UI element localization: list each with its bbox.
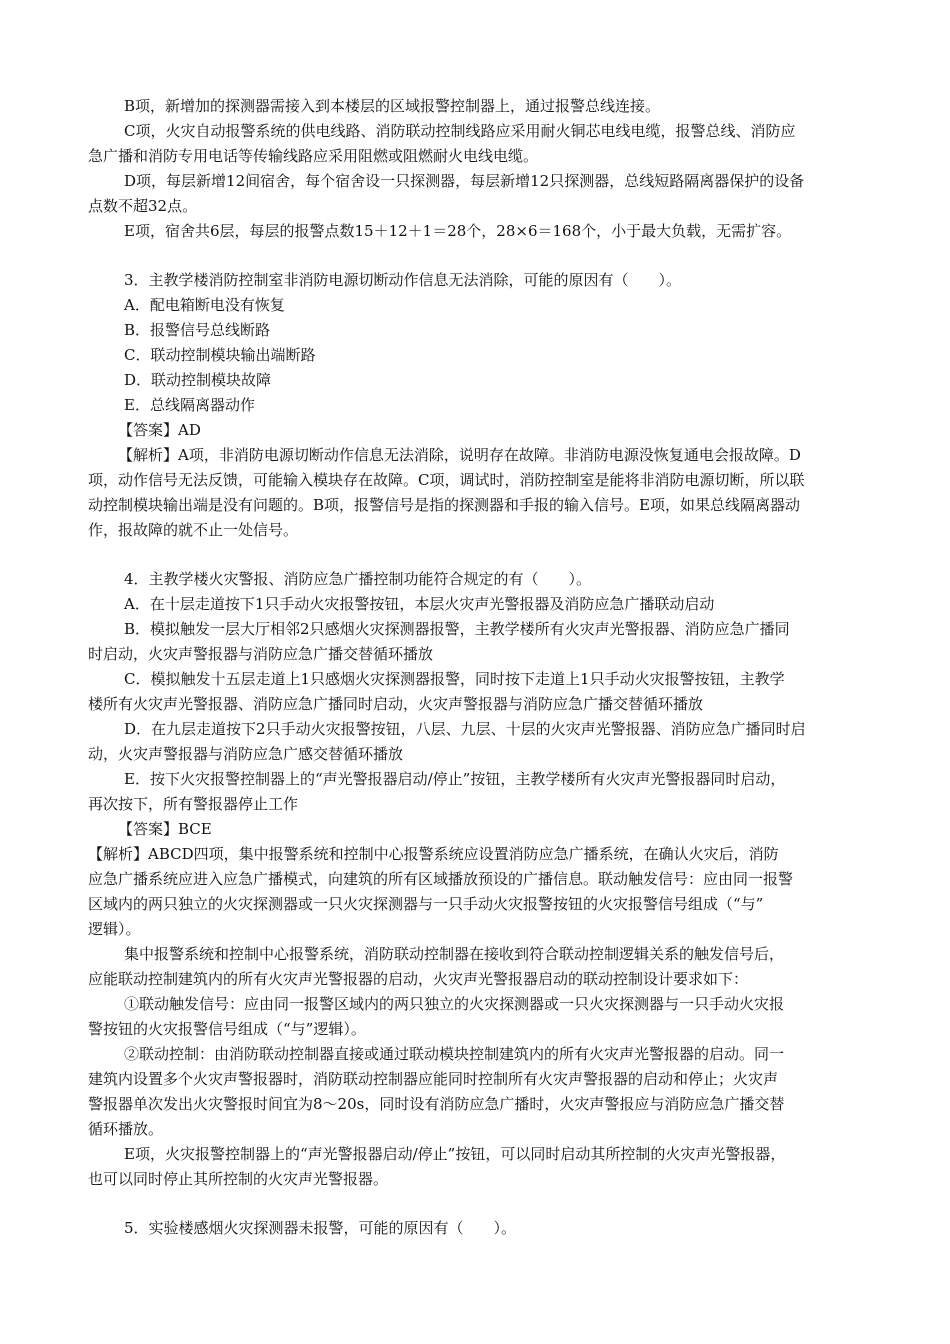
text-line: D．联动控制模块故障 [124,371,272,389]
paragraph-gap [88,543,864,567]
text-line: 动，火灾声警报器与消防应急广感交替循环播放 [88,745,404,763]
text-line: 逻辑）。 [88,920,141,938]
text-line: E．按下火灾报警控制器上的“声光警报器启动/停止”按钮，主教学楼所有火灾声光警报器同时启动， [124,770,786,788]
text-line: A．在十层走道按下1只手动火灾报警按钮，本层火灾声光警报器及消防应急广播联动启动 [124,595,715,613]
text-line: A．配电箱断电没有恢复 [124,296,285,314]
text-line: 作，报故障的就不止一处信号。 [88,521,299,539]
text-line: E项，火灾报警控制器上的“声光警报器启动/停止”按钮，可以同时启动其所控制的火灾声光警报器， [124,1145,786,1163]
text-line: B．模拟触发一层大厅相邻2只感烟火灾探测器报警，主教学楼所有火灾声光警报器、消防应急广播同 [124,620,790,638]
text-line: 应能联动控制建筑内的所有火灾声光警报器的启动，火灾声光警报器启动的联动控制设计要求如下： [88,970,749,988]
text-line: C．联动控制模块输出端断路 [124,346,316,364]
text-line: E项，宿舍共6层，每层的报警点数15＋12＋1＝28个，28×6＝168个，小于最大负载，无需扩容。 [124,222,792,240]
text-line: ②联动控制：由消防联动控制器直接或通过联动模块控制建筑内的所有火灾声光警报器的启动。同一 [124,1045,785,1063]
text-line: D项，每层新增12间宿舍，每个宿舍设一只探测器，每层新增12只探测器，总线短路隔离器保护的设备 [124,172,805,190]
text-line: B项，新增加的探测器需接入到本楼层的区域报警控制器上，通过报警总线连接。 [124,97,661,115]
paragraph-gap [88,244,864,268]
text-line: 3．主教学楼消防控制室非消防电源切断动作信息无法消除，可能的原因有（ ）。 [124,271,682,289]
text-line: 项，动作信号无法反馈，可能输入模块存在故障。C项，调试时，消防控制室是能将非消防电源切断，所以联 [88,471,805,489]
text-line: 急广播和消防专用电话等传输线路应采用阻燃或阻燃耐火电线电缆。 [88,147,539,165]
document-body [88,94,864,1241]
text-line: 【答案】BCE [118,820,212,838]
text-line: 4．主教学楼火灾警报、消防应急广播控制功能符合规定的有（ ）。 [124,570,592,588]
text-line: 警按钮的火灾报警信号组成（“与”逻辑）。 [88,1020,366,1038]
text-line: 时启动，火灾声警报器与消防应急广播交替循环播放 [88,645,434,663]
text-line: 区域内的两只独立的火灾探测器或一只火灾探测器与一只手动火灾报警按钮的火灾报警信号组成（“与” [88,895,764,913]
text-line: C．模拟触发十五层走道上1只感烟火灾探测器报警，同时按下走道上1只手动火灾报警按钮，主教学 [124,670,785,688]
text-line: 【解析】A项，非消防电源切断动作信息无法消除，说明存在故障。非消防电源没恢复通电会报故障。D [118,446,801,464]
text-line: 楼所有火灾声光警报器、消防应急广播同时启动，火灾声警报器与消防应急广播交替循环播放 [88,695,704,713]
text-line: 应急广播系统应进入应急广播模式，向建筑的所有区域播放预设的广播信息。联动触发信号：应由同一报警 [88,870,794,888]
text-line: C项，火灾自动报警系统的供电线路、消防联动控制线路应采用耐火铜芯电线电缆，报警总线、消防应 [124,122,796,140]
text-line: 5．实验楼感烟火灾探测器未报警，可能的原因有（ ）。 [124,1219,517,1237]
text-line: ①联动触发信号：应由同一报警区域内的两只独立的火灾探测器或一只火灾探测器与一只手动火灾报 [124,995,785,1013]
text-line: 【答案】AD [118,421,201,439]
text-line: 动控制模块输出端是没有问题的。B项，报警信号是指的探测器和手报的输入信号。E项，如果总线隔离器动 [88,496,800,514]
paragraph-gap [88,1192,864,1216]
text-line: E．总线隔离器动作 [124,396,255,414]
text-line: 建筑内设置多个火灾声警报器时，消防联动控制器应能同时控制所有火灾声警报器的启动和停止；火灾声 [88,1070,779,1088]
text-line: D．在九层走道按下2只手动火灾报警按钮，八层、九层、十层的火灾声光警报器、消防应急广播同时启 [124,720,806,738]
text-line: 也可以同时停止其所控制的火灾声光警报器。 [88,1170,389,1188]
text-line: 【解析】ABCD四项，集中报警系统和控制中心报警系统应设置消防应急广播系统，在确认火灾后，消防 [88,845,779,863]
text-line: 再次按下，所有警报器停止工作 [88,795,299,813]
text-line: B．报警信号总线断路 [124,321,271,339]
text-line: 点数不超32点。 [88,197,198,215]
text-line: 循环播放。 [88,1120,164,1138]
text-line: 警报器单次发出火灾警报时间宜为8～20s，同时设有消防应急广播时，火灾声警报应与消防应急广播交替 [88,1095,785,1113]
text-line: 集中报警系统和控制中心报警系统，消防联动控制器在接收到符合联动控制逻辑关系的触发信号后， [124,945,785,963]
